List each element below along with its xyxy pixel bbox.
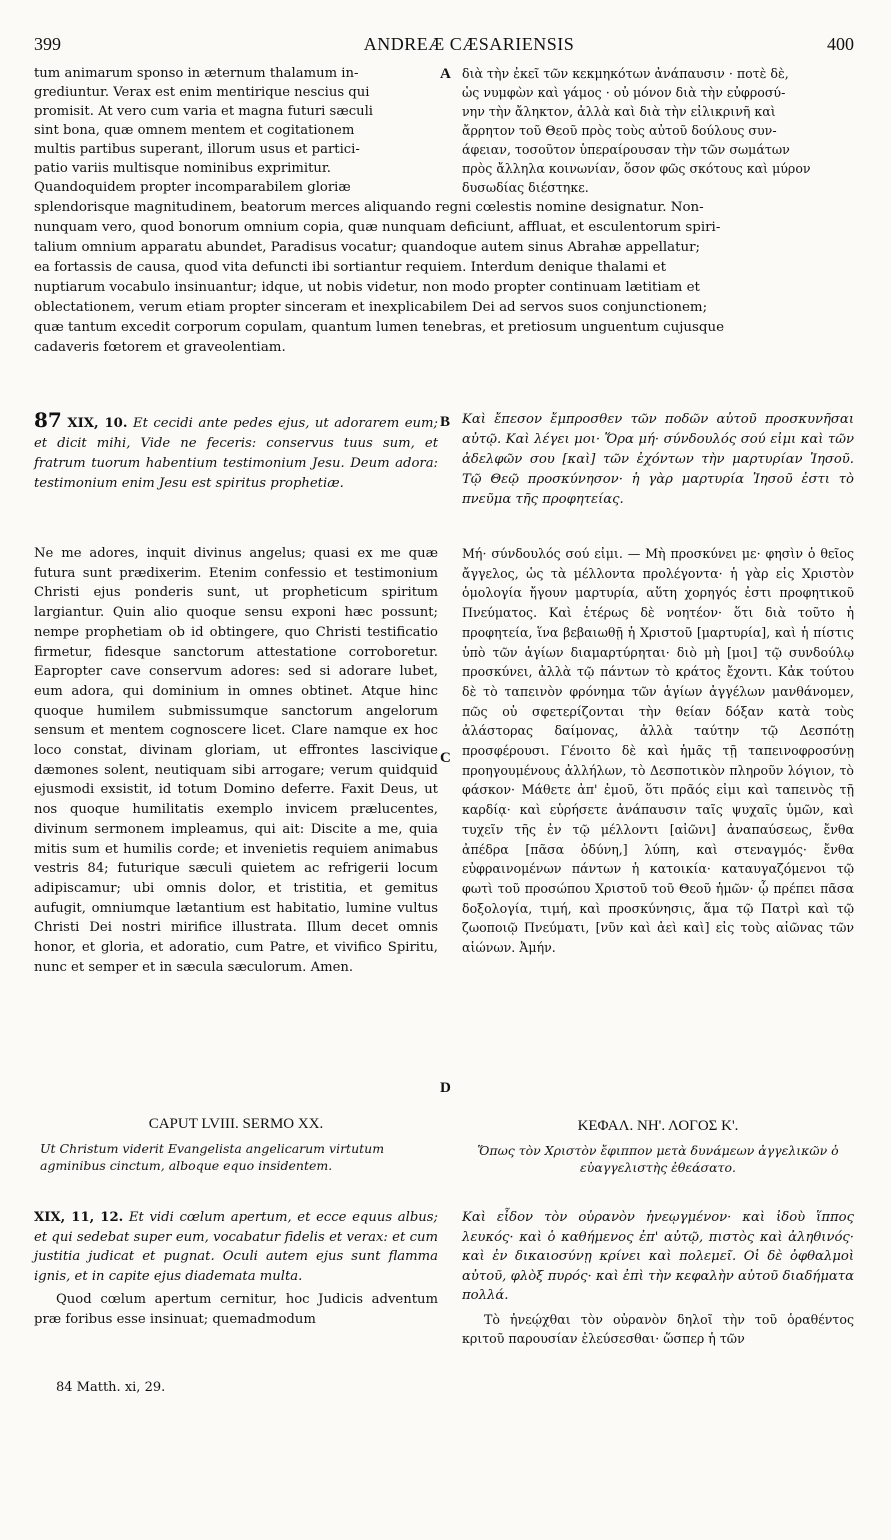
verse-text: Καὶ ἔπεσον ἔμπροσθεν τῶν ποδῶν αὐτοῦ προσκυνῆσαι αὐτῷ. Καὶ λέγει μοι· Ὅρα μή· σύνδουλός σού εἰμι καὶ τῶν ἀδελφῶν σου [καὶ] τῶν ἐχόντων τὴν μαρτυρίαν Ἰησοῦ. Τῷ Θεῷ προσκύνησον· ἡ γὰρ μαρτυρία Ἰησοῦ ἐστι τὸ πνεῦμα τῆς προφητείας. xyxy=(462,412,854,507)
top-latin-column xyxy=(34,64,438,197)
text-line: tum animarum sponso in æternum thalamum in- xyxy=(34,66,359,81)
verse-ref: XIX, 10. xyxy=(67,416,128,431)
text-line: sint bona, quæ omnem mentem et cogitationem xyxy=(34,123,355,138)
commentary-text: Quod cœlum apertum cernitur, hoc Judicis adventum præ foribus esse insinuat; quemadmodum xyxy=(34,1292,438,1327)
text-line: πρὸς ἄλληλα κοινωνίαν, ὅσον φῶς σκότους καὶ μύρον xyxy=(462,161,811,176)
page-header xyxy=(34,34,854,58)
chapter-title-latin: CAPUT LVIII. SERMO XX. xyxy=(148,1116,324,1132)
margin-marker-c: C xyxy=(440,750,451,766)
text-line: nunquam vero, quod bonorum omnium copia, quæ nunquam deficiunt, affluat, et esculentorum spiri- xyxy=(34,220,721,235)
text-line: νην τὴν ἄληκτον, ἀλλὰ καὶ διὰ τὴν εἰλικρινῆ καὶ xyxy=(462,104,776,119)
text-line: patio variis multisque nominibus exprimitur. xyxy=(34,161,331,176)
section-number: 87 xyxy=(34,408,62,432)
running-title: ANDREÆ CÆSARIENSIS xyxy=(363,34,575,54)
verse-87-latin xyxy=(34,410,438,494)
verse-87-greek xyxy=(462,410,854,510)
commentary-text: Τὸ ἠνεῴχθαι τὸν οὐρανὸν δηλοῖ τὴν τοῦ ὁραθέντος κριτοῦ παρουσίαν ἐλεύσεσθαι· ὥσπερ ἡ τῶν xyxy=(462,1311,854,1346)
text-line: quæ tantum excedit corporum copulam, quantum lumen tenebras, et pretiosum unguentum cujusque xyxy=(34,320,725,335)
text-line: δυσωδίας διέστηκε. xyxy=(462,180,589,195)
text-line: άφειαν, τοσοῦτον ὑπεραίρουσαν τὴν τῶν σωμάτων xyxy=(462,142,790,157)
text-line: nuptiarum vocabulo insinuantur; idque, ut nobis videtur, non modo propter continuam lætitiam et xyxy=(34,280,700,295)
commentary-text: Μή· σύνδουλός σού εἰμι. — Μὴ προσκύνει με· φησὶν ὁ θεῖος ἄγγελος, ὡς τὰ μέλλοντα προλέγοντα· ἡ γὰρ εἰς Χριστὸν ὁμολογία ἤγουν μαρτυρία, αὕτη χορηγός ἐστι προφητικοῦ Πνεύματος. Καὶ ἑτέρως δὲ νοητέον· ὅτι διὰ τοῦτο ἡ προφητεία, ἵνα βεβαιωθῇ ἡ Χριστοῦ [μαρτυρία], καὶ ἡ πίστις ὑπὸ τῶν ἁγίων διαμαρτύρηται· διὸ μὴ [μοι] τῷ συνδούλῳ προσκύνει, ἀλλὰ τῷ πάντων τὸ κράτος ἔχοντι. Κἀκ τούτου δὲ τὸ ταπεινὸν φρόνημα τῶν ἁγίων ἀγγέλων μανθάνομεν, πῶς οὐ σφετερίζονται τὴν θείαν δόξαν κατὰ τοὺς ἀλάστορας δαίμονας, ἀλλὰ ταύτην τῷ Δεσπότῃ προσφέρουσι. Γένοιτο δὲ καὶ ἡμᾶς τῇ ταπεινοφροσύνῃ προηγουμένους ἀλλήλων, τὸ Δεσποτικὸν πληροῦν λόγιον, τὸ φάσκον· Μάθετε ἀπ' ἐμοῦ, ὅτι πρᾶός εἰμι καὶ ταπεινὸς τῇ καρδίᾳ· καὶ εὑρήσετε ἀνάπαυσιν ταῖς ψυχαῖς ὑμῶν, καὶ τυχεῖν τῆς ἐν τῷ μέλλοντι [αἰῶνι] ἀναπαύσεως, ἔνθα ἀπέδρα [πᾶσα ὀδύνη,] λύπη, καὶ στεναγμός· ἔνθα εὐφραινομένων πάντων ἡ κατοικία· καταυγαζόμενοι τῷ φωτὶ τοῦ προσώπου Χριστοῦ τοῦ Θεοῦ ἡμῶν· ᾧ πρέπει πᾶσα δοξολογία, τιμή, καὶ προσκύνησις, ἅμα τῷ Πατρὶ καὶ τῷ ζωοποιῷ Πνεύματι, [νῦν καὶ ἀεὶ καὶ] εἰς τοὺς αἰῶνας τῶν αἰώνων. Ἀμήν. xyxy=(462,546,854,956)
text-line: promisit. At vero cum varia et magna futuri sæculi xyxy=(34,104,374,119)
text-line: Quandoquidem propter incomparabilem gloriæ xyxy=(34,180,351,195)
margin-marker-b: B xyxy=(440,414,451,430)
commentary-text: Ne me adores, inquit divinus angelus; quasi ex me quæ futura sunt prædixerim. Etenim confessio et testimonium Christi ejus ponderis sunt, ut propheticum spiritum largiantur. Quin alio quoque sensu exponi hæc possunt; nempe prophetiam ob id obtingere, quo Christi testificatio firmetur, fidesque sanctorum attestatione corroboretur. Eapropter cave conservum adores: sed si adorare lubet, eum adora, qui dominium in omnes obtinet. Atque hinc quoque humilem submissumque sanctorum angelorum sensum et mentem cognoscere licet. Clare namque ex hoc loco constat, divinam gloriam, ut effrontes lascivique dæmones solent, neutiquam sibi arrogare; verum quidquid ejusmodi exsistit, id totum Domino deferre. Faxit Deus, ut nos quoque humilitatis exemplo invicem prælucentes, divinum sermonem impleamus, qui ait: Discite a me, quia mitis sum et humilis corde; et invenietis requiem animabus vestris 84; futurique sæculi quietem ac refrigerii locum adipiscamur; ubi omnis dolor, et tristitia, et gemitus aufugit, omniumque lætantium est habitatio, lumine vultus Christi Dei nostri mirifice illustrata. Illum decet omnis honor, et gloria, et adoratio, cum Patre, et vivifico Spiritu, nunc et semper et in sæcula sæculorum. Amen. xyxy=(34,546,438,975)
margin-marker-a: A xyxy=(440,66,451,82)
verse-text: Et cecidi ante pedes ejus, ut adorarem eum; et dicit mihi, Vide ne feceris: conservus tuus sum, et fratrum tuorum habentium testimonium Jesu. Deum adora: testimonium enim Jesu est spiritus prophetiæ. xyxy=(34,416,438,491)
text-line: ἄρρητον τοῦ Θεοῦ πρὸς τοὺς αὐτοῦ δούλους συν- xyxy=(462,123,777,138)
text-line: διὰ τὴν ἐκεῖ τῶν κεκμηκότων ἀνάπαυσιν · ποτὲ δὲ, xyxy=(462,66,789,81)
commentary-87-latin xyxy=(34,544,438,977)
top-greek-column xyxy=(462,64,854,197)
chapter-summary-greek: Ὅπως τὸν Χριστὸν ἔφιππον μετὰ δυνάμεων ἀγγελικῶν ὁ εὐαγγελιστὴς ἐθεάσατο. xyxy=(477,1143,839,1175)
text-line: ὡς νυμφὼν καὶ γάμος · οὐ μόνον διὰ τὴν εὐφροσύ- xyxy=(462,85,786,100)
text-line: multis partibus superant, illorum usus et partici- xyxy=(34,142,360,157)
full-width-latin xyxy=(34,198,854,358)
verse-ref: XIX, 11, 12. xyxy=(34,1210,124,1225)
verse-text: Et vidi cœlum apertum, et ecce equus albus; et qui sedebat super eum, vocabatur fidelis et verax: et cum justitia judicat et pugnat. Oculi autem ejus sunt flamma ignis, et in capite ejus diademata multa. xyxy=(34,1210,438,1284)
chapter-title-greek: ΚΕΦΑΛ. ΝΗ'. ΛΟΓΟΣ Κ'. xyxy=(577,1118,739,1134)
text-line: oblectationem, verum etiam propter sinceram et inexplicabilem Dei ad servos suos conjunctionem; xyxy=(34,300,708,315)
verse-88-latin xyxy=(34,1208,438,1329)
verse-88-greek xyxy=(462,1208,854,1349)
margin-marker-d: D xyxy=(440,1080,451,1096)
page-number-right: 400 xyxy=(827,34,854,54)
chapter-summary-latin: Ut Christum viderit Evangelista angelicarum virtutum agminibus cinctum, alboque equo insidentem. xyxy=(40,1141,385,1173)
text-line: talium omnium apparatu abundet, Paradisus vocatur; quandoque autem sinus Abrahæ appellatur; xyxy=(34,240,701,255)
commentary-87-greek xyxy=(462,544,854,958)
text-line: splendorisque magnitudinem, beatorum merces aliquando regni cœlestis nomine designatur. Non- xyxy=(34,200,704,215)
page-number-left: 399 xyxy=(34,34,61,54)
footnote: 84 Matth. xi, 29. xyxy=(56,1380,166,1395)
verse-text: Καὶ εἶδον τὸν οὐρανὸν ἠνεῳγμένον· καὶ ἰδοὺ ἵππος λευκός· καὶ ὁ καθήμενος ἐπ' αὐτῷ, πιστὸς καὶ ἀληθινός· καὶ ἐν δικαιοσύνῃ κρίνει καὶ πολεμεῖ. Οἱ δὲ ὀφθαλμοὶ αὐτοῦ, φλὸξ πυρός· καὶ ἐπὶ τὴν κεφαλὴν αὐτοῦ διαδήματα πολλά. xyxy=(462,1210,854,1303)
text-line: cadaveris fœtorem et graveolentiam. xyxy=(34,340,286,355)
text-line: grediuntur. Verax est enim mentirique nescius qui xyxy=(34,85,370,100)
text-line: ea fortassis de causa, quod vita defuncti ibi sortiantur requiem. Interdum denique thalami et xyxy=(34,260,666,275)
